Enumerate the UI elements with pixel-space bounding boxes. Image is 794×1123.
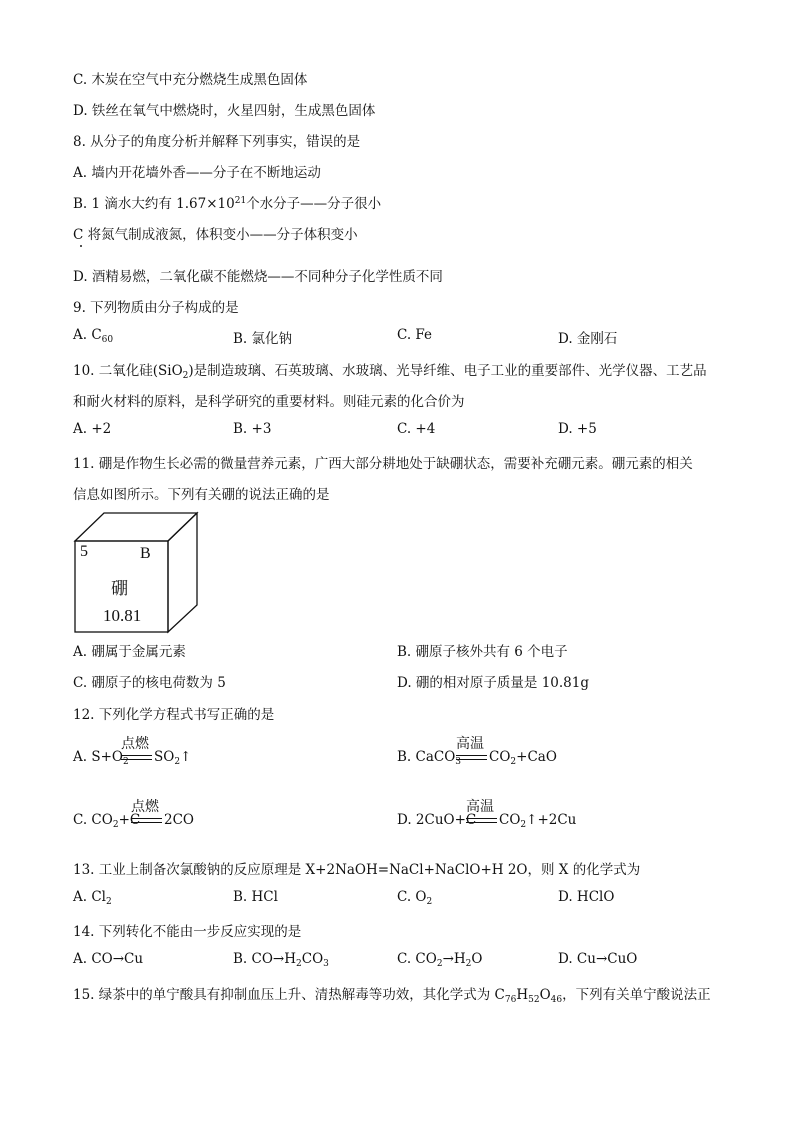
- q14b-sub2: 3: [323, 959, 329, 969]
- q12a-product: SO: [154, 749, 175, 765]
- q9-option-c: C. Fe: [397, 327, 433, 343]
- q15-tail: ，下列有关单宁酸说法正: [562, 987, 711, 1003]
- q14c-sub2: 2: [465, 959, 472, 969]
- q8-option-a: A. 墙内开花墙外香——分子在不断地运动: [73, 165, 321, 181]
- element-atomic-number: 5: [80, 543, 88, 560]
- q12-option-b-left: [397, 749, 461, 767]
- q8b-exponent: 21: [234, 196, 247, 206]
- q11-option-a: A. 硼属于金属元素: [73, 644, 186, 660]
- q12-option-a-right: [154, 749, 191, 767]
- q12b-product: CO: [489, 749, 511, 765]
- q14c-sub: 2: [436, 959, 443, 969]
- element-name: 硼: [111, 579, 128, 599]
- q14b-text: B. CO→H: [233, 951, 296, 967]
- q12a-product-sub: 2: [174, 757, 181, 767]
- q12b-condition: 高温: [456, 736, 484, 752]
- q8-option-b: [73, 192, 381, 212]
- q11-option-c: C. 硼原子的核电荷数为 5: [73, 675, 226, 691]
- q15-stem: [73, 983, 711, 1005]
- q10-stem-line2: 和耐火材料的原料，是科学研究的重要材料。则硅元素的化合价为: [73, 394, 465, 410]
- q15-h: H: [516, 987, 529, 1003]
- q13-option-b: B. HCl: [233, 889, 278, 905]
- q8b-text: B. 1 滴水大约有 1.67×10: [73, 196, 235, 212]
- q12-stem: 12. 下列化学方程式书写正确的是: [73, 707, 275, 723]
- element-symbol: B: [140, 545, 151, 562]
- stray-dot: [80, 245, 82, 247]
- q14-option-a: A. CO→Cu: [73, 951, 144, 967]
- q14c-mid: →H: [442, 951, 466, 967]
- q12b-equals-sign: [456, 755, 487, 760]
- q15-sub-c: 76: [504, 995, 517, 1005]
- q7-option-d: D. 铁丝在氧气中燃烧时，火星四射，生成黑色固体: [73, 103, 376, 119]
- q12c-mid: +C: [118, 812, 141, 828]
- q7-option-c: C. 木炭在空气中充分燃烧生成黑色固体: [73, 72, 308, 88]
- q11-option-b: B. 硼原子核外共有 6 个电子: [397, 644, 568, 660]
- q12a-reactants: A. S+O: [73, 749, 123, 765]
- q14c-tail: O: [471, 951, 483, 967]
- q13c-text: C. O: [397, 889, 427, 905]
- q10-text-b: )是制造玻璃、石英玻璃、水玻璃、光导纤维、电子工业的重要部件、光学仪器、工艺品: [188, 363, 707, 379]
- q9-option-d: D. 金刚石: [558, 331, 618, 347]
- q9-option-a: [73, 327, 113, 345]
- q9-stem: 9. 下列物质由分子构成的是: [73, 300, 239, 316]
- q10-option-d: D. +5: [558, 421, 597, 437]
- q8-option-c: C 将氮气制成液氮，体积变小——分子体积变小: [73, 227, 358, 243]
- q9a-text: A. C: [73, 327, 102, 343]
- q12c-sub: 2: [112, 820, 119, 830]
- q12d-condition: 高温: [466, 799, 494, 815]
- q12b-reactants: B. CaCO: [397, 749, 456, 765]
- q12a-condition: 点燃: [121, 736, 149, 752]
- q10-sub: 2: [182, 371, 189, 381]
- q12a-sub: 2: [122, 757, 129, 767]
- q8b-text-tail: 个水分子——分子很小: [246, 196, 382, 212]
- q12-option-b-right: [489, 749, 557, 767]
- q12a-equals-sign: [121, 755, 152, 760]
- q12d-reactants: D. 2CuO+C: [397, 812, 477, 828]
- q12d-product: CO: [499, 812, 521, 828]
- q9a-sub: 60: [101, 335, 114, 345]
- q8-stem: 8. 从分子的角度分析并解释下列事实，错误的是: [73, 134, 361, 150]
- q10-stem-line1: [73, 359, 707, 381]
- q14-option-d: D. Cu→CuO: [558, 951, 638, 967]
- q15-text: 15. 绿茶中的单宁酸具有抑制血压上升、清热解毒等功效，其化学式为 C: [73, 987, 505, 1003]
- q13c-sub: 2: [426, 897, 433, 907]
- q12d-tail: ↑+2Cu: [526, 812, 577, 828]
- q12b-sub: 3: [455, 757, 462, 767]
- q12c-product: 2CO: [164, 812, 194, 828]
- q13-option-a: [73, 889, 112, 907]
- q14-stem: 14. 下列转化不能由一步反应实现的是: [73, 924, 302, 940]
- q15-sub-o: 46: [550, 995, 563, 1005]
- q14c-text: C. CO: [397, 951, 437, 967]
- q13-option-d: D. HClO: [558, 889, 615, 905]
- q13-stem: 13. 工业上制备次氯酸钠的反应原理是 X+2NaOH=NaCl+NaClO+H 2O，则 X 的化学式为: [73, 862, 641, 878]
- q11-stem-line1: 11. 硼是作物生长必需的微量营养元素，广西大部分耕地处于缺硼状态，需要补充硼元素。硼元素的相关: [73, 456, 693, 472]
- q10-text-a: 10. 二氧化硅(SiO: [73, 363, 183, 379]
- q10-option-a: A. +2: [73, 421, 112, 437]
- q15-o: O: [539, 987, 551, 1003]
- q13a-sub: 2: [105, 897, 112, 907]
- q12a-tail: ↑: [180, 749, 192, 765]
- q15-sub-h: 52: [528, 995, 540, 1005]
- q9-option-b: B. 氯化钠: [233, 331, 293, 347]
- q14b-mid: CO: [301, 951, 324, 967]
- q10-option-b: B. +3: [233, 421, 272, 437]
- q13a-text: A. Cl: [73, 889, 106, 905]
- q13-option-c: [397, 889, 432, 907]
- q12-option-d-right: [499, 812, 576, 830]
- q12d-product-sub: 2: [520, 820, 527, 830]
- q12d-equals-sign: [466, 818, 497, 823]
- q14-option-c: [397, 951, 482, 969]
- q8-option-d: D. 酒精易燃，二氧化碳不能燃烧——不同种分子化学性质不同: [73, 269, 443, 285]
- q12b-tail: +CaO: [516, 749, 557, 765]
- q12c-equals-sign: [131, 818, 162, 823]
- q12b-product-sub: 2: [510, 757, 517, 767]
- q14b-sub1: 2: [296, 959, 302, 969]
- q10-option-c: C. +4: [397, 421, 436, 437]
- q11-option-d: D. 硼的相对原子质量是 10.81g: [397, 675, 590, 691]
- q12c-reactant: C. CO: [73, 812, 113, 828]
- q14-option-b: [233, 951, 329, 969]
- q11-stem-line2: 信息如图所示。下列有关硼的说法正确的是: [73, 487, 330, 503]
- element-atomic-mass: 10.81: [103, 606, 142, 625]
- q12c-condition: 点燃: [131, 799, 159, 815]
